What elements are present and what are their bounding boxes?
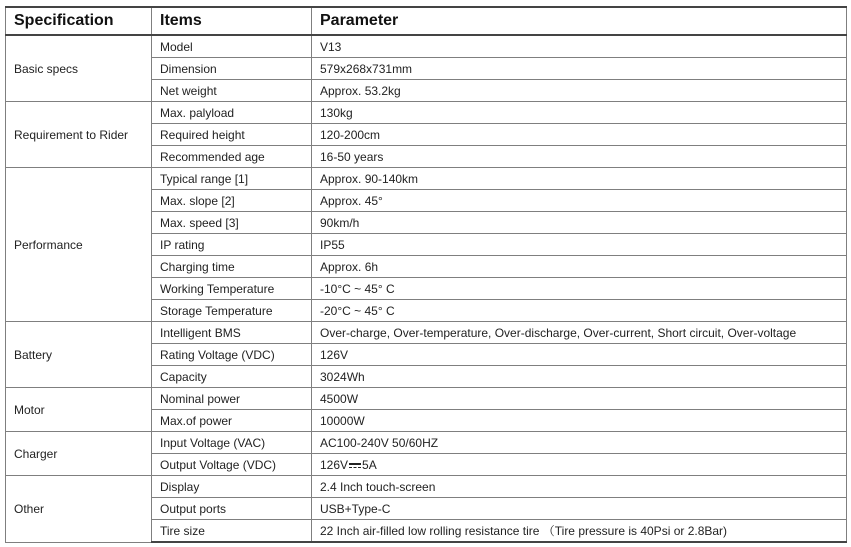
spec-item: Storage Temperature — [152, 300, 312, 322]
spec-item: Input Voltage (VAC) — [152, 432, 312, 454]
spec-item: Charging time — [152, 256, 312, 278]
spec-value: V13 — [312, 35, 847, 58]
table-row — [6, 476, 847, 498]
spec-value: Approx. 45° — [312, 190, 847, 212]
spec-value: 10000W — [312, 410, 847, 432]
spec-item: Output ports — [152, 498, 312, 520]
spec-value — [312, 454, 847, 476]
table-row — [6, 322, 847, 344]
table-header — [6, 7, 847, 35]
spec-item: Recommended age — [152, 146, 312, 168]
spec-value: 22 Inch air-filled low rolling resistance tire （Tire pressure is 40Psi or 2.8Bar) — [312, 520, 847, 543]
spec-item: Required height — [152, 124, 312, 146]
spec-value: 130kg — [312, 102, 847, 124]
dc-symbol-icon — [349, 463, 361, 468]
header-specification: Specification — [6, 7, 152, 35]
spec-category: Battery — [6, 322, 152, 388]
spec-value: 90km/h — [312, 212, 847, 234]
spec-value: USB+Type-C — [312, 498, 847, 520]
spec-value: 120-200cm — [312, 124, 847, 146]
table-row — [6, 168, 847, 190]
table-body — [6, 35, 847, 542]
spec-value: Approx. 90-140km — [312, 168, 847, 190]
spec-item: Capacity — [152, 366, 312, 388]
spec-item: Working Temperature — [152, 278, 312, 300]
spec-value: IP55 — [312, 234, 847, 256]
spec-item: Max. speed [3] — [152, 212, 312, 234]
spec-value: 4500W — [312, 388, 847, 410]
table-row — [6, 432, 847, 454]
spec-item: Output Voltage (VDC) — [152, 454, 312, 476]
spec-item: Max.of power — [152, 410, 312, 432]
spec-value: 16-50 years — [312, 146, 847, 168]
spec-category: Motor — [6, 388, 152, 432]
spec-item: Typical range [1] — [152, 168, 312, 190]
spec-item: Model — [152, 35, 312, 58]
spec-value-voltage: 126V — [320, 457, 349, 472]
header-items: Items — [152, 7, 312, 35]
spec-item: Tire size — [152, 520, 312, 543]
header-row — [6, 7, 847, 35]
spec-value: -10°C ~ 45° C — [312, 278, 847, 300]
spec-item: Max. palyload — [152, 102, 312, 124]
spec-category: Other — [6, 476, 152, 543]
spec-value: Over-charge, Over-temperature, Over-discharge, Over-current, Short circuit, Over-voltage — [312, 322, 847, 344]
spec-item: Intelligent BMS — [152, 322, 312, 344]
spec-category: Charger — [6, 432, 152, 476]
spec-value: AC100-240V 50/60HZ — [312, 432, 847, 454]
spec-value: Approx. 6h — [312, 256, 847, 278]
spec-category: Performance — [6, 168, 152, 322]
spec-category: Requirement to Rider — [6, 102, 152, 168]
spec-value: Approx. 53.2kg — [312, 80, 847, 102]
spec-item: Nominal power — [152, 388, 312, 410]
spec-item: Rating Voltage (VDC) — [152, 344, 312, 366]
spec-category: Basic specs — [6, 35, 152, 102]
spec-value: 2.4 Inch touch-screen — [312, 476, 847, 498]
spec-item: Dimension — [152, 58, 312, 80]
spec-value: 126V — [312, 344, 847, 366]
table-row — [6, 35, 847, 58]
spec-value-current: 5A — [362, 457, 377, 472]
spec-value: 3024Wh — [312, 366, 847, 388]
spec-item: Net weight — [152, 80, 312, 102]
table-row — [6, 102, 847, 124]
spec-value: 579x268x731mm — [312, 58, 847, 80]
table-row — [6, 388, 847, 410]
spec-value: -20°C ~ 45° C — [312, 300, 847, 322]
spec-item: Display — [152, 476, 312, 498]
spec-item: Max. slope [2] — [152, 190, 312, 212]
specification-table — [5, 6, 847, 543]
header-parameter: Parameter — [312, 7, 847, 35]
spec-item: IP rating — [152, 234, 312, 256]
